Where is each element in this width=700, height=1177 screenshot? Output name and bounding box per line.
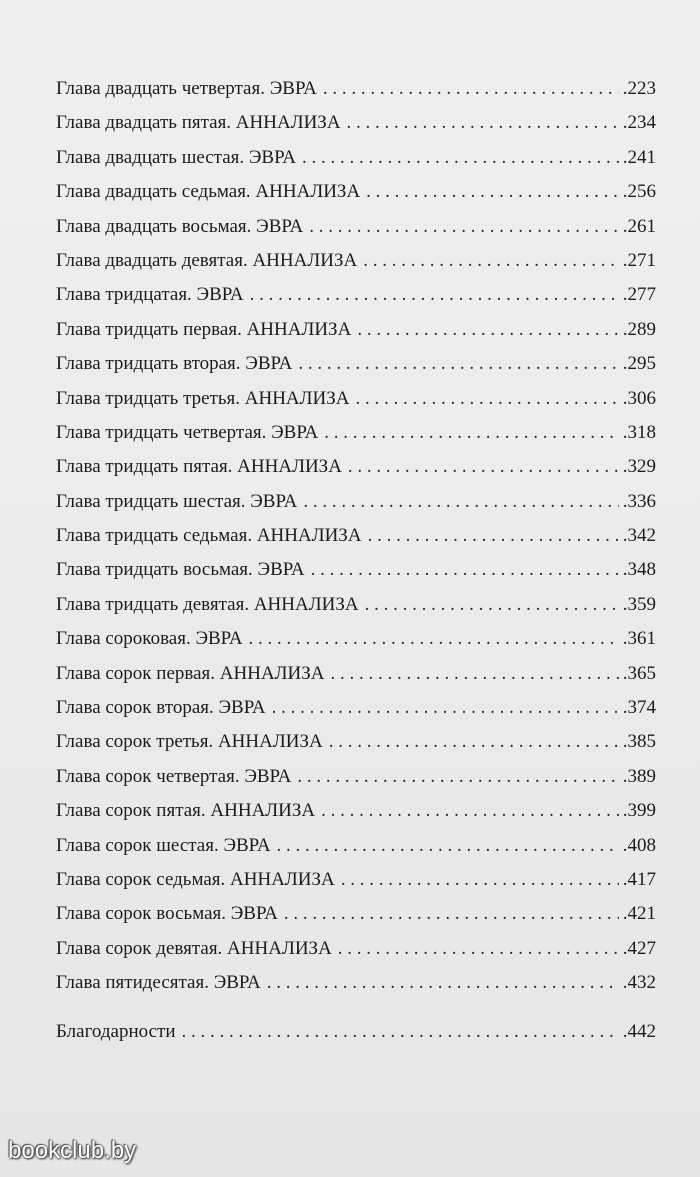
toc-entry-title: Глава сорок четвертая. ЭВРА: [56, 765, 292, 787]
toc-entry-title: Глава сорок девятая. АННАЛИЗА: [56, 937, 332, 959]
toc-leader-dots: [297, 760, 618, 794]
toc-entry-title: Глава двадцать пятая. АННАЛИЗА: [56, 112, 341, 134]
toc-leader-dots: [366, 175, 619, 209]
toc-entry: [56, 932, 656, 966]
toc-page-number: .432: [622, 972, 656, 994]
toc-leader-dots: [277, 829, 619, 863]
toc-leader-dots: [331, 657, 619, 691]
toc-leader-dots: [338, 932, 619, 966]
toc-leader-dots: [321, 794, 619, 828]
toc-entry-title: Благодарности: [56, 1020, 176, 1042]
toc-page-number: .442: [622, 1020, 656, 1042]
toc-leader-dots: [348, 450, 619, 484]
toc-entry-title: Глава тридцать вторая. ЭВРА: [56, 353, 293, 375]
toc-entry: [56, 760, 656, 794]
toc-page-number: .241: [622, 146, 656, 168]
toc-page-number: .329: [622, 456, 656, 478]
toc-leader-dots: [357, 313, 618, 347]
toc-page-number: .223: [622, 78, 656, 99]
toc-leader-dots: [309, 210, 619, 244]
toc-page-number: .277: [622, 284, 656, 306]
toc-page-number: .234: [622, 112, 656, 134]
toc-page-number: .385: [622, 731, 656, 753]
toc-page-number: .336: [622, 490, 656, 512]
toc-entry: [56, 966, 656, 1000]
toc-page-number: .365: [622, 662, 656, 684]
toc-entry-title: Глава тридцать восьмая. ЭВРА: [56, 559, 305, 581]
toc-page-number: .256: [622, 181, 656, 203]
toc-entry-title: Глава сорок третья. АННАЛИЗА: [56, 731, 323, 753]
toc-entry: [56, 588, 656, 622]
toc-entry: [56, 519, 656, 553]
toc-entry: [56, 691, 656, 725]
toc-page-number: .408: [622, 834, 656, 856]
toc-leader-dots: [311, 553, 619, 587]
toc-page-number: .421: [622, 903, 656, 925]
toc-entry: [56, 382, 656, 416]
toc-entry-title: Глава тридцать четвертая. ЭВРА: [56, 421, 319, 443]
toc-entry: [56, 106, 656, 140]
table-of-contents: [56, 72, 656, 1049]
site-watermark: bookclub.by: [8, 1137, 137, 1164]
toc-entry: [56, 485, 656, 519]
toc-page-number: .348: [622, 559, 656, 581]
toc-leader-dots: [250, 278, 619, 312]
toc-leader-dots: [182, 1015, 619, 1049]
toc-entry-title: Глава тридцать шестая. ЭВРА: [56, 490, 298, 512]
toc-leader-dots: [323, 72, 619, 106]
toc-entry-title: Глава двадцать шестая. ЭВРА: [56, 146, 296, 168]
toc-entry-title: Глава тридцать девятая. АННАЛИЗА: [56, 593, 359, 615]
toc-entry-title: Глава сорок пятая. АННАЛИЗА: [56, 800, 316, 822]
toc-entry: [56, 72, 656, 106]
toc-page-number: .295: [622, 353, 656, 375]
toc-entry-title: Глава сорок вторая. ЭВРА: [56, 697, 266, 719]
toc-page-number: .374: [622, 697, 656, 719]
toc-leader-dots: [355, 382, 618, 416]
toc-entry-title: Глава тридцатая. ЭВРА: [56, 284, 244, 306]
toc-entry-acknowledgements: [56, 1015, 656, 1049]
toc-page-number: .389: [622, 765, 656, 787]
toc-page-number: .289: [622, 318, 656, 340]
toc-entry: [56, 622, 656, 656]
toc-leader-dots: [347, 106, 619, 140]
toc-entry-title: Глава сорок восьмая. ЭВРА: [56, 903, 278, 925]
toc-leader-dots: [368, 519, 619, 553]
toc-entry: [56, 244, 656, 278]
toc-page-number: .359: [622, 593, 656, 615]
toc-leader-dots: [341, 863, 619, 897]
toc-page-number: .399: [622, 800, 656, 822]
toc-entry: [56, 657, 656, 691]
toc-entry: [56, 829, 656, 863]
toc-entry: [56, 347, 656, 381]
toc-entry-title: Глава двадцать седьмая. АННАЛИЗА: [56, 181, 361, 203]
toc-entry-title: Глава тридцать седьмая. АННАЛИЗА: [56, 525, 362, 547]
toc-leader-dots: [249, 622, 619, 656]
toc-leader-dots: [272, 691, 619, 725]
toc-page-number: .261: [622, 215, 656, 237]
toc-leader-dots: [284, 897, 619, 931]
toc-entry: [56, 313, 656, 347]
toc-entry-title: Глава тридцать первая. АННАЛИЗА: [56, 318, 352, 340]
toc-leader-dots: [365, 588, 619, 622]
toc-page-number: .361: [622, 628, 656, 650]
toc-entry: [56, 725, 656, 759]
toc-entry-title: Глава тридцать пятая. АННАЛИЗА: [56, 456, 342, 478]
toc-page-number: .271: [622, 249, 656, 271]
toc-entry-title: Глава двадцать восьмая. ЭВРА: [56, 215, 304, 237]
toc-page-number: .318: [622, 421, 656, 443]
toc-entry: [56, 863, 656, 897]
toc-entry-title: Глава двадцать девятая. АННАЛИЗА: [56, 249, 358, 271]
toc-leader-dots: [302, 141, 619, 175]
toc-leader-dots: [298, 347, 618, 381]
toc-leader-dots: [303, 485, 618, 519]
toc-entry: [56, 210, 656, 244]
toc-entry: [56, 416, 656, 450]
toc-entry: [56, 141, 656, 175]
toc-leader-dots: [324, 416, 619, 450]
toc-leader-dots: [329, 725, 619, 759]
toc-entry-title: Глава сорок первая. АННАЛИЗА: [56, 662, 325, 684]
toc-entry-title: Глава тридцать третья. АННАЛИЗА: [56, 387, 350, 409]
toc-entry-title: Глава двадцать четвертая. ЭВРА: [56, 78, 317, 99]
toc-leader-dots: [363, 244, 619, 278]
toc-entry: [56, 794, 656, 828]
toc-entry-title: Глава пятидесятая. ЭВРА: [56, 972, 261, 994]
toc-page-number: .342: [622, 525, 656, 547]
toc-entry: [56, 553, 656, 587]
toc-page-number: .427: [622, 937, 656, 959]
toc-entry: [56, 175, 656, 209]
toc-page-number: .417: [622, 868, 656, 890]
toc-entry-title: Глава сорок шестая. ЭВРА: [56, 834, 271, 856]
toc-entry-title: Глава сорок седьмая. АННАЛИЗА: [56, 868, 335, 890]
toc-leader-dots: [267, 966, 619, 1000]
toc-page-number: .306: [622, 387, 656, 409]
toc-entry: [56, 450, 656, 484]
toc-entry-title: Глава сороковая. ЭВРА: [56, 628, 243, 650]
toc-entry: [56, 897, 656, 931]
toc-entry: [56, 278, 656, 312]
